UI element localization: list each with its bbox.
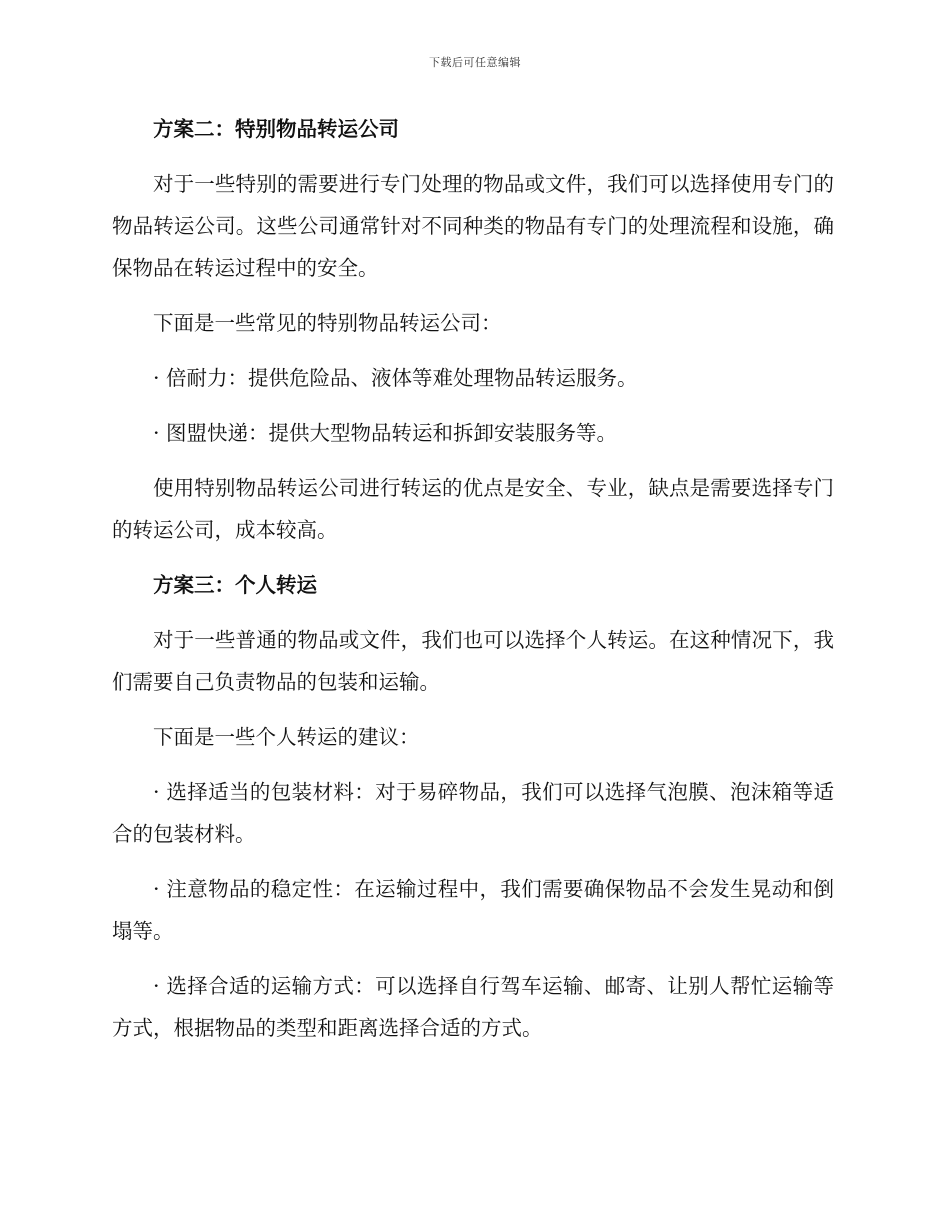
paragraph-plan-three-intro: 对于一些普通的物品或文件，我们也可以选择个人转运。在这种情况下，我们需要自己负责物品的包装和运输。 (112, 628, 834, 694)
paragraph-plan-two-summary: 使用特别物品转运公司进行转运的优点是安全、专业，缺点是需要选择专门的转运公司，成本较高。 (112, 476, 834, 542)
list-item-bullet: · 选择适当的包装材料：对于易碎物品，我们可以选择气泡膜、泡沫箱等适合的包装材料。 (112, 780, 834, 846)
document-body (112, 108, 834, 1062)
list-item-bullet: · 选择合适的运输方式：可以选择自行驾车运输、邮寄、让别人帮忙运输等方式，根据物品的类型和距离选择合适的方式。 (112, 974, 834, 1040)
paragraph-plan-two-intro: 对于一些特别的需要进行专门处理的物品或文件，我们可以选择使用专门的物品转运公司。这些公司通常针对不同种类的物品有专门的处理流程和设施，确保物品在转运过程中的安全。 (112, 172, 834, 280)
paragraph-plan-three-list-intro: 下面是一些个人转运的建议： (153, 725, 420, 749)
list-item-bullet: · 倍耐力：提供危险品、液体等难处理物品转运服务。 (153, 366, 638, 390)
list-item-bullet: · 图盟快递：提供大型物品转运和拆卸安装服务等。 (153, 421, 618, 445)
list-item-bullet: · 注意物品的稳定性：在运输过程中，我们需要确保物品不会发生晃动和倒塌等。 (112, 877, 834, 943)
page-header-note: 下载后可任意编辑 (429, 56, 521, 69)
section-heading-plan-three: 方案三：个人转运 (153, 573, 317, 597)
paragraph-plan-two-list-intro: 下面是一些常见的特别物品转运公司： (153, 311, 502, 335)
section-heading-plan-two: 方案二：特别物品转运公司 (153, 117, 399, 141)
